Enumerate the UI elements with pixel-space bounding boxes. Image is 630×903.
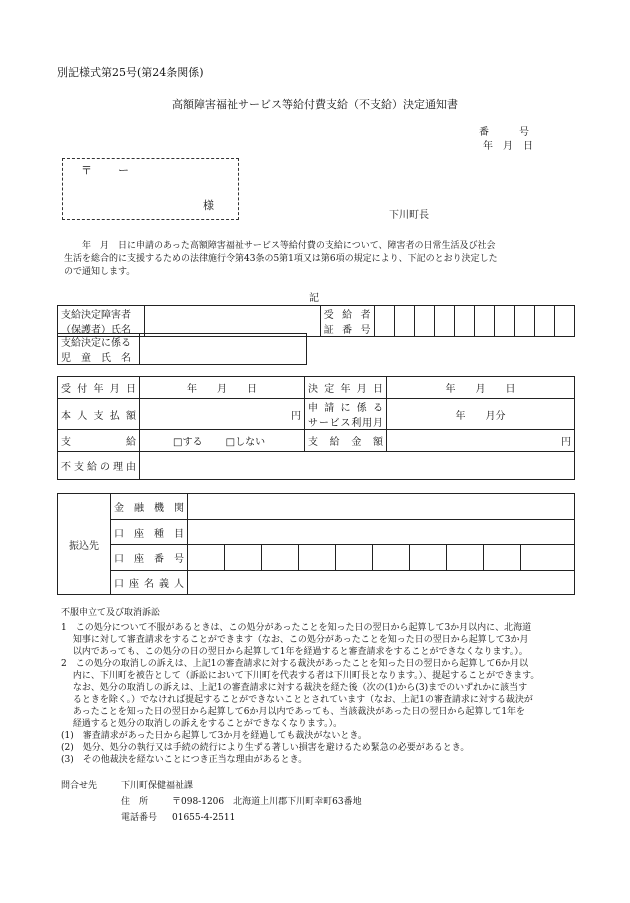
service-month-line1: 申請に係る [308,403,383,414]
recipient-no-digit[interactable] [374,306,394,337]
note-line: (1) 審査請求があった日から起算して3か月を経過しても裁決がないとき。 [61,731,368,741]
issuer: 下川町長 [389,210,429,221]
contact-phone-label: 電話番号 [121,813,158,823]
contact-address: 〒098-1206 北海道上川郡下川町幸町63番地 [172,797,362,807]
self-pay-label: 本人支払額 [58,399,140,430]
account-no-digit[interactable] [484,545,521,571]
reason-label: 不支給の理由 [58,452,140,480]
contact-label: 問合せ先 [61,781,98,791]
account-name-field[interactable] [188,571,575,595]
account-no-digit[interactable] [410,545,447,571]
intro-line-1: 年 月 日に申請のあった高額障害福祉サービス等給付費の支給について、障害者の日常生活及び社会 [64,241,496,251]
child-label-line1: 支給決定に係る [61,338,131,349]
guardian-name-field[interactable] [144,306,320,337]
note-line: あったことを知った日の翌日から起算して6か月以内であっても、当該裁決があった日の翌日から起算して1年を [61,707,526,717]
contact-address-label: 住 所 [121,797,149,807]
guardian-label-cell [58,306,145,337]
recipient-no-digit[interactable] [514,306,534,337]
postal-mark: 〒 [81,164,92,177]
bank-field[interactable] [188,494,575,520]
child-table [57,333,307,365]
intro-line-3: ので通知します。 [64,267,136,277]
recipient-no-digit[interactable] [534,306,554,337]
ki-marker: 記 [309,293,319,304]
note-line: 経過すると処分の取消しの訴えをすることができなくなります。）。 [61,719,343,729]
account-name-label: 口座名義人 [111,571,188,595]
recipient-no-label-cell [320,306,374,337]
note-line: 以内であっても、この処分の日の翌日から起算して1年を経過すると審査請求をすることができなくなります。）。 [61,647,528,657]
document-title: 高額障害福祉サービス等給付費支給（不支給）決定通知書 [172,98,458,111]
child-label-cell [58,334,140,365]
account-no-digit[interactable] [447,545,484,571]
account-no-digit[interactable] [373,545,410,571]
decision-table [57,376,575,480]
bank-label: 金融機関 [111,494,188,520]
child-label-line2: 児 童 氏 名 [61,353,131,364]
account-no-digit[interactable] [262,545,299,571]
pay-checkbox[interactable]: □する [173,437,203,448]
reason-field[interactable] [140,452,575,480]
notes-list [61,622,539,766]
recipient-no-digit[interactable] [554,306,574,337]
note-line: るときを除く。）でなければ提起することができないこととされています（なお、上記1の審査請求に対する裁決が [61,695,533,705]
note-line: 2 この処分の取消しの訴えは、上記1の審査請求に対する裁決があったことを知った日の翌日から起算して6か月以 [61,659,529,669]
payment-amount-label: 支給金額 [305,430,387,452]
no-pay-checkbox[interactable]: □しない [225,437,266,448]
child-name-field[interactable] [140,334,307,365]
account-type-field[interactable] [188,520,575,545]
note-line: なお、処分の取消しの訴えは、上記1の審査請求に対する裁決を経た後（次の(1)から(3)までのいずれかに該当す [61,683,528,693]
recipient-no-line1: 受給者 [323,310,371,321]
note-line: 内に、下川町を被告として（訴訟において下川町を代表する者は下川町長となります。）、提起することができます。 [61,671,540,681]
recipient-no-digit[interactable] [474,306,494,337]
received-date-field[interactable]: 年 月 日 [140,377,305,399]
account-no-digit[interactable] [188,545,225,571]
service-month-label-cell [305,399,387,430]
address-box [62,158,239,220]
note-line: (3) その他裁決を経ないことにつき正当な理由があるとき。 [61,755,308,765]
account-no-digit[interactable] [336,545,373,571]
notes-heading: 不服申立て及び取消訴訟 [61,608,161,618]
payment-options [140,430,305,452]
recipient-no-line2: 証番号 [323,325,371,336]
contact-phone: 01655-4-2511 [172,813,236,823]
self-pay-field[interactable]: 円 [140,399,305,430]
payment-label: 支給 [58,430,140,452]
account-no-digit[interactable] [225,545,262,571]
document-date: 年 月 日 [483,141,533,152]
recipient-no-digit[interactable] [394,306,414,337]
service-month-line2: サービス利用月 [308,418,383,429]
account-no-digit[interactable] [299,545,336,571]
transfer-table [57,493,575,595]
recipient-no-digit[interactable] [494,306,514,337]
transfer-label: 振込先 [58,494,111,595]
decision-date-label: 決定年月日 [305,377,387,399]
recipient-suffix: 様 [203,199,214,212]
postal-dash: ー [118,164,129,177]
guardian-label-line2: （保護者）氏名 [61,325,131,336]
recipient-no-digit[interactable] [454,306,474,337]
intro-line-2: 生活を総合的に支援するための法律施行令第43条の5第1項又は第6項の規定により、下記のとおり決定した [64,254,498,264]
document-number: 番 号 [479,127,529,138]
account-no-digit[interactable] [521,545,575,571]
received-date-label: 受付年月日 [58,377,140,399]
account-no-label: 口座番号 [111,545,188,571]
note-line: (2) 処分、処分の執行又は手続の続行により生ずる著しい損害を避けるため緊急の必要があるとき。 [61,743,470,753]
contact-dept: 下川町保健福祉課 [121,781,194,791]
payment-amount-field[interactable]: 円 [387,430,575,452]
recipient-no-digit[interactable] [434,306,454,337]
service-month-field[interactable]: 年 月分 [387,399,575,430]
decision-date-field[interactable]: 年 月 日 [387,377,575,399]
form-reference: 別記様式第25号(第24条関係) [57,66,204,79]
recipient-no-digit[interactable] [414,306,434,337]
guardian-label-line1: 支給決定障害者 [61,310,131,321]
account-type-label: 口座種目 [111,520,188,545]
note-line: 1 この処分について不服があるときは、この処分があったことを知った日の翌日から起算して3か月以内に、北海道 [61,623,532,633]
note-line: 知事に対して審査請求をすることができます（なお、この処分があったことを知った日の翌日から起算して3か月 [61,635,529,645]
